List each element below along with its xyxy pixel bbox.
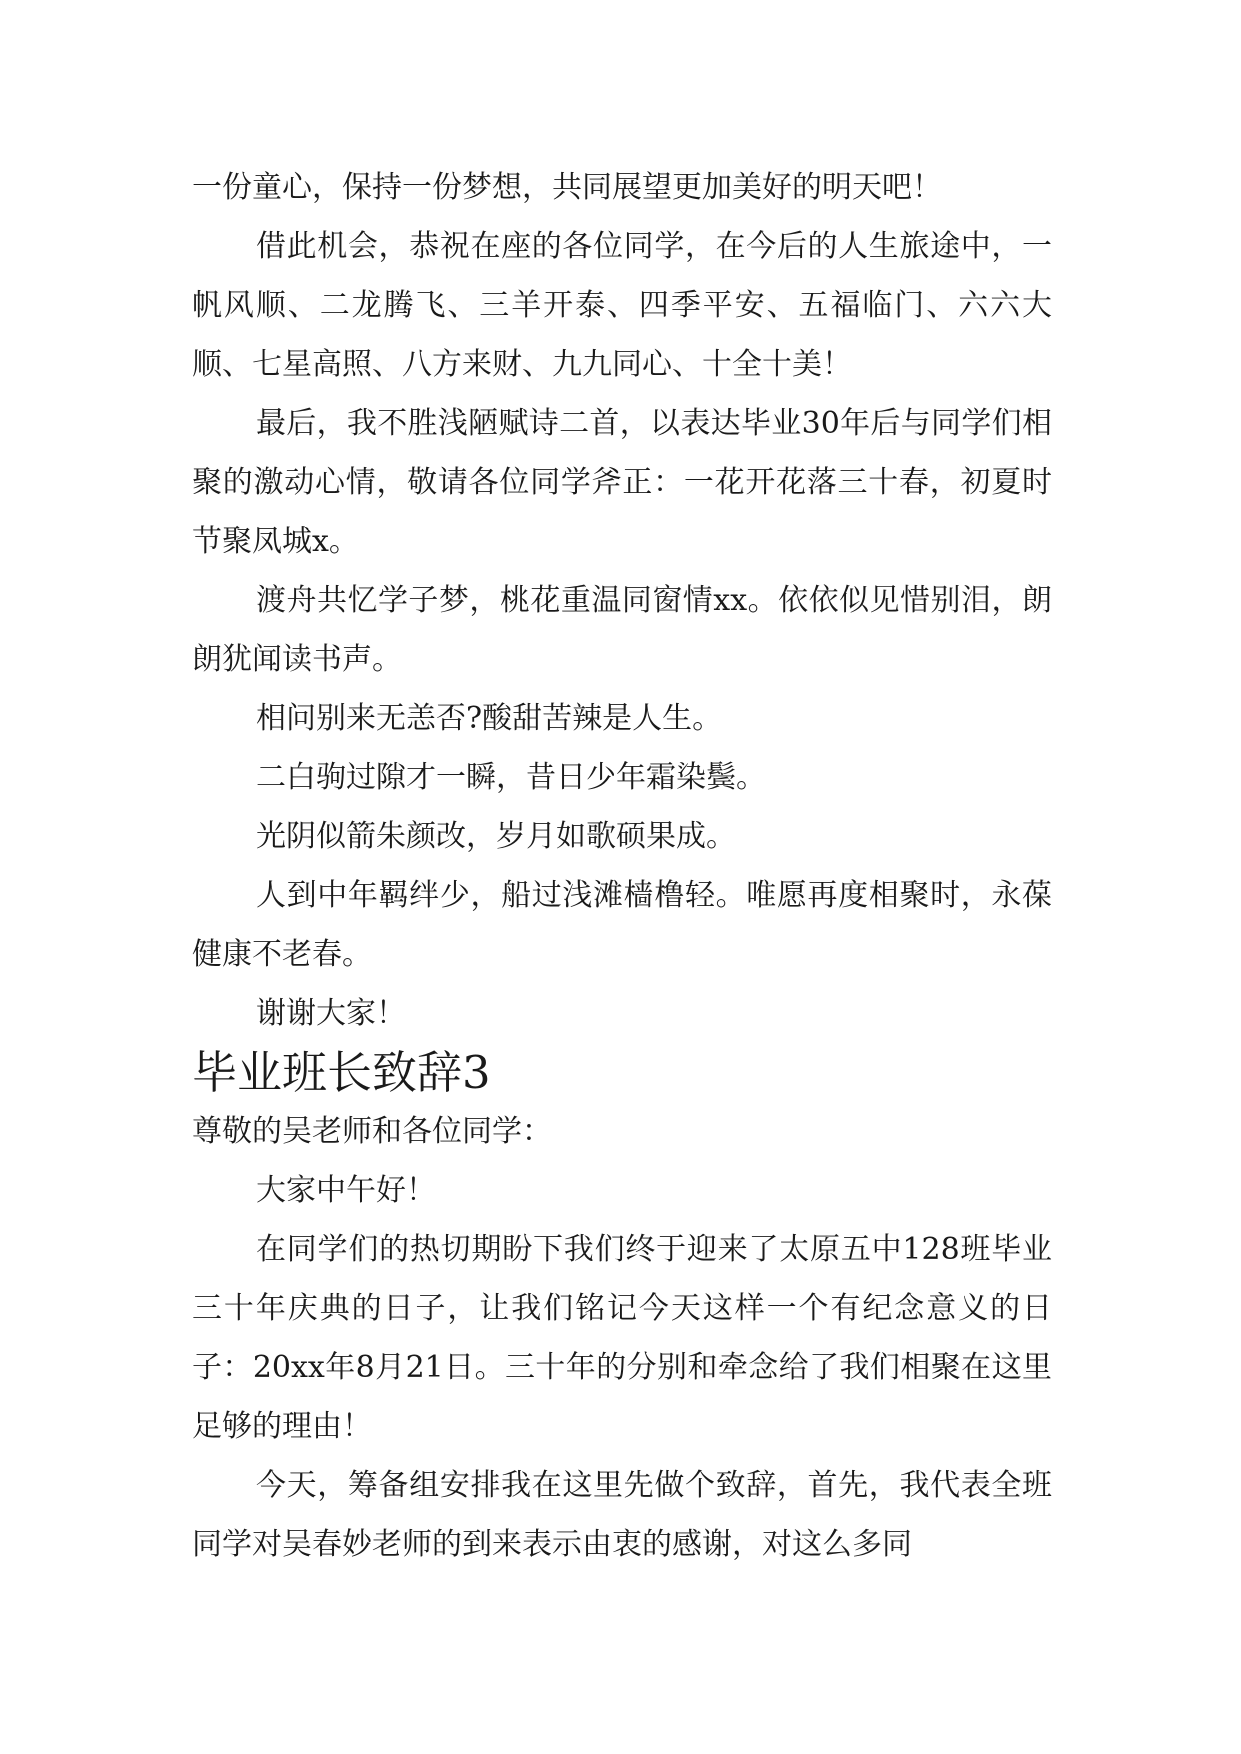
paragraph-poem-intro: 最后，我不胜浅陋赋诗二首，以表达毕业30年后与同学们相聚的激动心情，敬请各位同学斧正：一花开花落三十春，初夏时节聚凤城x。	[192, 406, 1052, 559]
paragraph-blessings: 借此机会，恭祝在座的各位同学，在今后的人生旅途中，一帆风顺、二龙腾飞、三羊开泰、四季平安、五福临门、六六大顺、七星高照、八方来财、九九同心、十全十美！	[192, 229, 1052, 382]
paragraph-anniversary: 在同学们的热切期盼下我们终于迎来了太原五中128班毕业三十年庆典的日子，让我们铭记今天这样一个有纪念意义的日子：20xx年8月21日。三十年的分别和牵念给了我们相聚在这里足够的理由！	[192, 1232, 1052, 1444]
paragraph-greeting: 大家中午好！	[256, 1173, 436, 1208]
paragraph-salutation: 尊敬的吴老师和各位同学：	[192, 1114, 552, 1149]
paragraph-poem-line-4: 光阴似箭朱颜改，岁月如歌硕果成。	[256, 819, 736, 854]
paragraph-closing-wish: 一份童心，保持一份梦想，共同展望更加美好的明天吧！	[192, 170, 942, 205]
section-heading: 毕业班长致辞3	[192, 1046, 491, 1099]
paragraph-poem-line-2: 相问别来无恙否?酸甜苦辣是人生。	[256, 701, 723, 736]
paragraph-poem-line-3: 二白驹过隙才一瞬，昔日少年霜染鬓。	[256, 760, 766, 795]
document-body	[192, 158, 1052, 1574]
paragraph-speech-start: 今天，筹备组安排我在这里先做个致辞，首先，我代表全班同学对吴春妙老师的到来表示由衷的感谢，对这么多同	[192, 1468, 1052, 1562]
paragraph-poem-line-1: 渡舟共忆学子梦，桃花重温同窗情xx。依依似见惜别泪，朗朗犹闻读书声。	[192, 583, 1052, 677]
paragraph-poem-line-5: 人到中年羁绊少，船过浅滩樯橹轻。唯愿再度相聚时，永葆健康不老春。	[192, 878, 1052, 972]
paragraph-thanks: 谢谢大家！	[256, 996, 406, 1031]
